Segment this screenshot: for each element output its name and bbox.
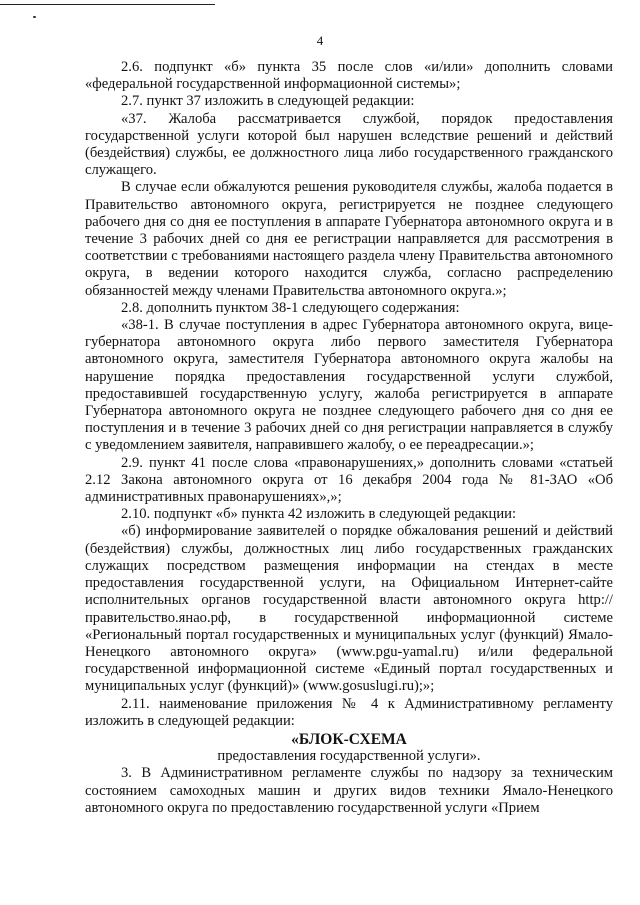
page-number: 4 — [316, 33, 324, 48]
block-scheme-heading: «БЛОК-СХЕМА — [291, 730, 407, 748]
scan-artifact-speck — [33, 16, 36, 18]
paragraph-38-1: «38-1. В случае поступления в адрес Губернатора автономного округа, вице-губернатора автономного округа либо первого заместителя Губернатора автономного округа, заместителя Губернатора автономного округа жалобы на нарушение порядка предоставления государственной услуги службой, предоставившей государственную услугу, жалоба регистрируется в аппарате Губернатора автономного округа не позднее следующего рабочего дня со дня ее поступления и в течение 3 рабочих дней со дня регистрации направляется в службу с уведомлением заявителя, направившего жалобу, о ее переадресации.»; — [85, 317, 613, 454]
document-body — [85, 59, 613, 817]
block-scheme-subheading: предоставления государственной услуги». — [217, 748, 481, 765]
paragraph-2-9: 2.9. пункт 41 после слова «правонарушениях,» дополнить словами «статьей 2.12 Закона автономного округа от 16 декабря 2004 года № 81-ЗАО «Об административных правонарушениях»,»; — [85, 454, 613, 506]
paragraph-2-8: 2.8. дополнить пунктом 38-1 следующего содержания: — [121, 299, 460, 316]
paragraph-b-informing: «б) информирование заявителей о порядке обжалования решений и действий (бездействия) службы, должностных лиц либо государственных гражданских служащих посредством размещения информации на стендах в месте предоставления государственной услуги, на Официальном Интернет-сайте исполнительных органов государственной власти автономного округа http://правительство.янао.рф, в государственной информационной системе «Региональный портал государственных и муниципальных услуг (функций) Ямало-Ненецкого автономного округа» (www.pgu-yamal.ru) и/или федеральной государственной информационной системе «Единый портал государственных и муниципальных услуг (функций)» (www.gosuslugi.ru);»; — [85, 523, 613, 695]
paragraph-2-10: 2.10. подпункт «б» пункта 42 изложить в следующей редакции: — [121, 506, 516, 523]
paragraph-2-6: 2.6. подпункт «б» пункта 35 после слов «и/или» дополнить словами «федеральной государственной информационной системы»; — [85, 59, 613, 93]
paragraph-3: 3. В Административном регламенте службы по надзору за техническим состоянием самоходных машин и других видов техники Ямало-Ненецкого автономного округа по предоставлению государственной услуги «Прием — [85, 765, 613, 816]
paragraph-37-appeal: В случае если обжалуются решения руководителя службы, жалоба подается в Правительство автономного округа, регистрируется не позднее следующего рабочего дня со дня ее поступления в аппарате Губернатора автономного округа и в течение 3 рабочих дней со дня ее регистрации направляется для рассмотрения в соответствии с требованиями настоящего раздела члену Правительства автономного округа, в ведении которого находится служба, согласно распределению обязанностей между членами Правительства автономного округа.»; — [85, 179, 613, 299]
paragraph-2-7: 2.7. пункт 37 изложить в следующей редакции: — [121, 93, 415, 110]
paragraph-37: «37. Жалоба рассматривается службой, порядок предоставления государственной услуги которой был нарушен вследствие решений и действий (бездействия) службы, ее должностного лица либо государственного гражданского служащего. — [85, 110, 613, 179]
scan-artifact-line — [0, 4, 215, 5]
paragraph-2-11: 2.11. наименование приложения № 4 к Административному регламенту изложить в следующей редакции: — [85, 695, 613, 729]
